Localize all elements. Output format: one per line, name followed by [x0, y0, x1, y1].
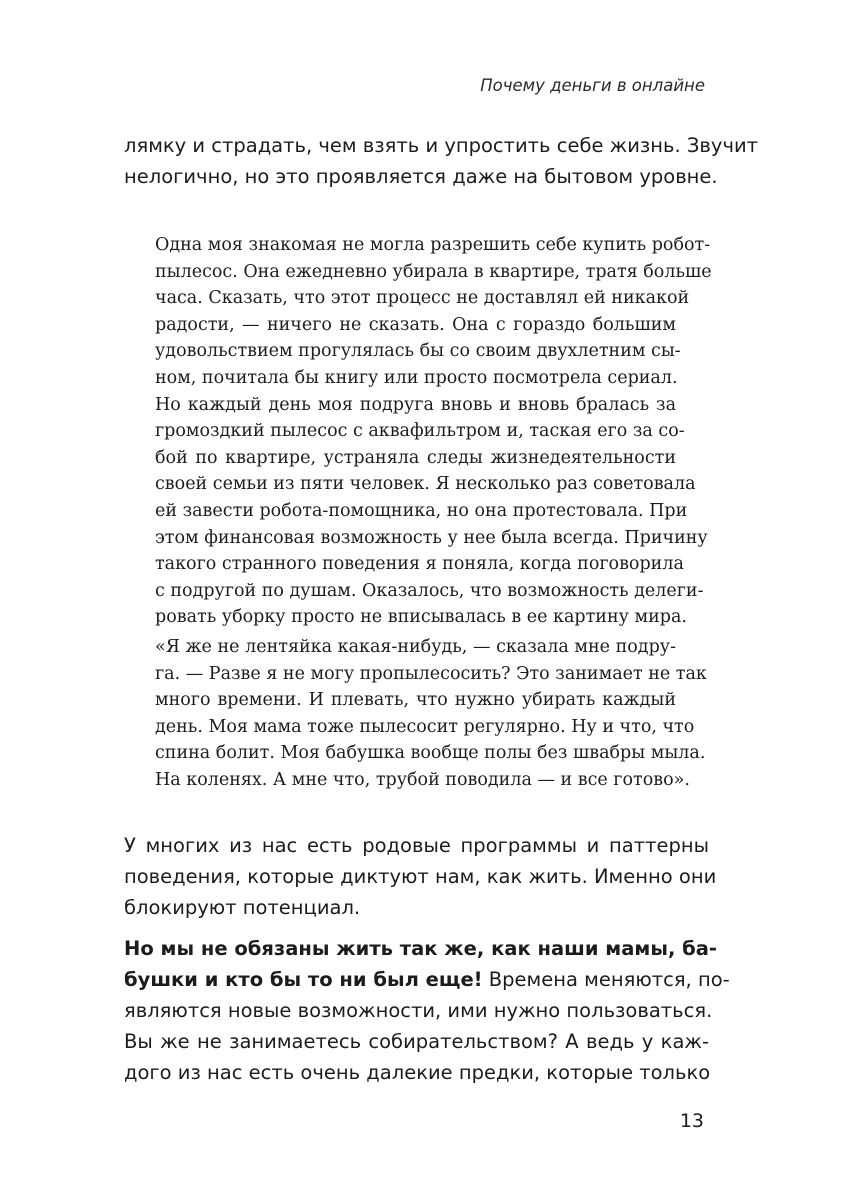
- text-line: нелогично, но это проявляется даже на бытовом уровне.: [124, 165, 718, 188]
- running-header: Почему деньги в онлайне: [480, 76, 705, 95]
- intro-paragraph: [124, 130, 758, 192]
- text-line: Но каждый день моя подруга вновь и вновь бралась за: [155, 394, 676, 415]
- text-line: дого из нас есть очень далекие предки, которые только: [124, 1061, 711, 1084]
- text-line: радости, — ничего не сказать. Она с гораздо большим: [155, 314, 676, 335]
- text-line: лямку и страдать, чем взять и упростить себе жизнь. Звучит: [124, 134, 758, 157]
- text-line: являются новые возможности, ими нужно пользоваться.: [124, 999, 713, 1022]
- text-line: день. Моя мама тоже пылесосит регулярно. Ну и что, что: [155, 716, 695, 737]
- emphasis-text: бушки и кто бы то ни был еще!: [124, 968, 483, 991]
- text-line: поведения, которые диктуют нам, как жить. Именно они: [124, 865, 717, 888]
- text-line: громоздкий пылесос с аквафильтром и, таская его за со-: [155, 421, 685, 442]
- text-line: У многих из нас есть родовые программы и паттерны: [124, 834, 709, 857]
- text-fragment: Времена меняются, по-: [482, 968, 730, 991]
- text-line: этом финансовая возможность у нее была всегда. Причину: [155, 527, 708, 548]
- text-line: «Я же не лентяйка какая-нибудь, — сказала мне подру-: [155, 637, 676, 657]
- story-paragraph: [155, 232, 712, 631]
- text-line: пылесос. Она ежедневно убирала в квартире, тратя больше: [155, 261, 712, 282]
- text-line: [124, 964, 730, 995]
- text-line: ей завести робота-помощника, но она протестовала. При: [155, 500, 688, 521]
- text-line: удовольствием прогулялась бы со своим двухлетним сы-: [155, 341, 681, 362]
- text-line: га. — Разве я не могу пропылесосить? Это занимает не так: [155, 663, 707, 684]
- body-paragraph-3: [124, 933, 730, 1088]
- page-number: 13: [679, 1110, 704, 1132]
- emphasis-text: Но мы не обязаны жить так же, как наши мамы, ба-: [124, 937, 718, 960]
- text-line: с подругой по душам. Оказалось, что возможность делеги-: [155, 580, 704, 601]
- text-line: На коленях. А мне что, трубой поводила — и все готово».: [155, 769, 690, 790]
- quote-paragraph: [155, 634, 707, 794]
- text-line: Вы же не занимаетесь собирательством? А ведь у каж-: [124, 1030, 709, 1053]
- text-line: ном, почитала бы книгу или просто посмотрела сериал.: [155, 367, 678, 388]
- text-line: Одна моя знакомая не могла разрешить себе купить робот-: [155, 235, 711, 255]
- text-line: [124, 933, 718, 964]
- text-line: такого странного поведения я поняла, когда поговорила: [155, 554, 684, 575]
- text-line: ровать уборку просто не вписывалась в ее картину мира.: [155, 607, 687, 628]
- text-line: много времени. И плевать, что нужно убирать каждый: [155, 690, 676, 711]
- body-paragraph-2: [124, 830, 717, 923]
- text-line: блокируют потенциал.: [124, 896, 361, 919]
- text-line: спина болит. Моя бабушка вообще полы без швабры мыла.: [155, 743, 706, 764]
- text-line: бой по квартире, устраняла следы жизнедеятельности: [155, 447, 676, 468]
- text-line: часа. Сказать, что этот процесс не доставлял ей никакой: [155, 288, 690, 309]
- text-line: своей семьи из пяти человек. Я несколько раз советовала: [155, 474, 696, 495]
